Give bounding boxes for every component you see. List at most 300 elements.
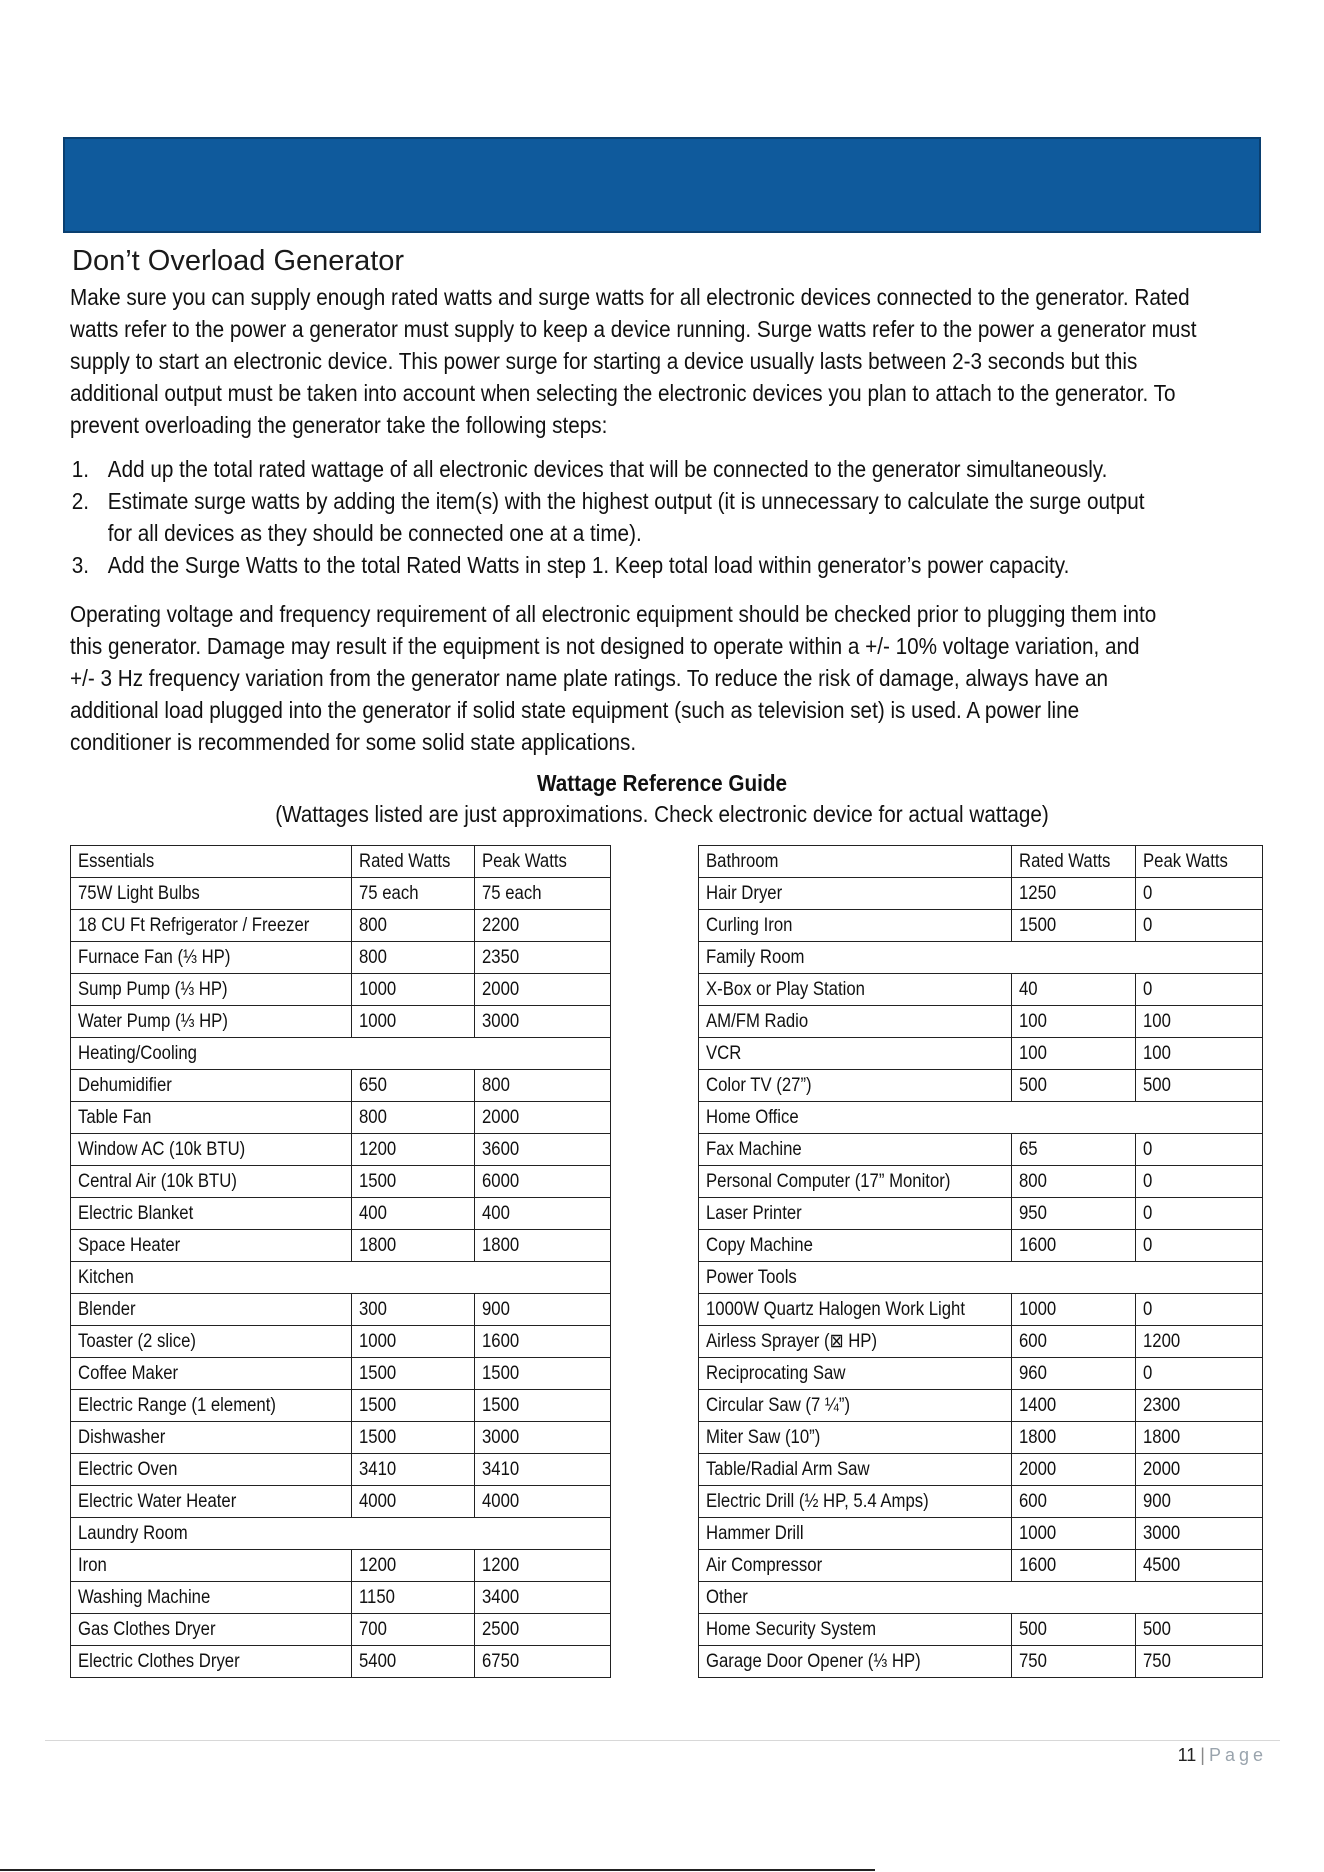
table-cell [71,1390,352,1422]
table-cell [352,1198,475,1230]
table-cell [71,1006,352,1038]
step-text: for all devices as they should be connected one at a time). [107,520,642,546]
table-cell [475,1390,611,1422]
cell-text: 1200 [1143,1330,1181,1352]
table-row [699,1518,1263,1550]
intro-line: Make sure you can supply enough rated watts and surge watts for all electronic devices connected to the generator. Rated [70,284,1190,310]
table-cell [1136,1454,1263,1486]
table-header-cell [1136,846,1263,878]
table-row [71,1582,611,1614]
cell-text: Iron [78,1554,107,1576]
table-cell [352,1486,475,1518]
cell-text: 2000 [482,978,520,1000]
table-row [699,1326,1263,1358]
cell-text: Electric Drill (½ HP, 5.4 Amps) [706,1490,929,1512]
table-cell [1012,1422,1136,1454]
table-cell [1136,1166,1263,1198]
table-cell [71,1038,611,1070]
cell-text: 2500 [482,1618,520,1640]
table-cell [699,1166,1012,1198]
table-cell [71,1486,352,1518]
cell-text: Central Air (10k BTU) [78,1170,237,1192]
cell-text: 0 [1143,914,1153,936]
cell-text: Air Compressor [706,1554,823,1576]
table-cell [71,1230,352,1262]
cell-text: Rated Watts [1019,850,1111,872]
cell-text: 75W Light Bulbs [78,882,200,904]
table-row [71,1070,611,1102]
cell-text: 65 [1019,1138,1038,1160]
table-row [71,1198,611,1230]
table-cell [352,1454,475,1486]
cell-text: 500 [1019,1074,1047,1096]
table-row [699,1294,1263,1326]
table-cell [475,1582,611,1614]
cell-text: 0 [1143,882,1153,904]
wattage-table-right [698,845,1263,1678]
table-cell [71,1134,352,1166]
table-cell [1012,1294,1136,1326]
cell-text: 800 [1019,1170,1047,1192]
table-cell [1136,1198,1263,1230]
bottom-rule [0,1869,875,1871]
step-number: 2. [71,488,90,514]
table-cell [71,1326,352,1358]
table-cell [1012,1646,1136,1678]
table-cell [352,1166,475,1198]
table-cell [699,1326,1012,1358]
table-cell [1136,1038,1263,1070]
cell-text: Electric Water Heater [78,1490,237,1512]
table-cell [1012,910,1136,942]
cell-text: Circular Saw (7 ¼”) [706,1394,851,1416]
table-cell [475,1166,611,1198]
table-cell [352,1134,475,1166]
table-cell [699,1102,1263,1134]
table-cell [71,1262,611,1294]
page-number-value: 11 [1177,1745,1197,1765]
table-row [699,1550,1263,1582]
table-cell [1012,1390,1136,1422]
table-cell [1136,1422,1263,1454]
table-cell [475,1006,611,1038]
table-cell [1012,1550,1136,1582]
cell-text: 100 [1019,1042,1047,1064]
cell-text: 4000 [359,1490,397,1512]
table-cell [1012,1166,1136,1198]
cell-text: 0 [1143,1298,1153,1320]
cell-text: 18 CU Ft Refrigerator / Freezer [78,914,310,936]
intro-line: watts refer to the power a generator must supply to keep a device running. Surge watts refer to the power a generator must [70,316,1197,342]
table-cell [1012,1038,1136,1070]
table-row [71,1134,611,1166]
table-cell [352,1422,475,1454]
table-cell [699,1614,1012,1646]
table-cell [475,910,611,942]
intro-line: additional output must be taken into account when selecting the electronic devices you plan to attach to the generator. To [70,380,1176,406]
table-cell [352,1006,475,1038]
table-row [71,878,611,910]
table-cell [71,1102,352,1134]
cell-text: 1800 [1143,1426,1181,1448]
table-cell [352,974,475,1006]
table-cell [699,1230,1012,1262]
cell-text: 1600 [482,1330,520,1352]
table-row [699,1454,1263,1486]
table-row [699,1422,1263,1454]
cell-text: 300 [359,1298,387,1320]
cell-text: 1500 [359,1394,397,1416]
cell-text: 1200 [359,1554,397,1576]
cell-text: 750 [1143,1650,1171,1672]
table-cell [71,910,352,942]
table-cell [1012,1070,1136,1102]
cell-text: Other [706,1586,748,1608]
cell-text: 900 [482,1298,510,1320]
cell-text: 650 [359,1074,387,1096]
table-cell [1012,1326,1136,1358]
table-cell [71,1646,352,1678]
cell-text: 1500 [1019,914,1057,936]
table-cell [699,1422,1012,1454]
cell-text: Coffee Maker [78,1362,179,1384]
table-cell [352,878,475,910]
table-cell [352,1070,475,1102]
cell-text: Electric Blanket [78,1202,194,1224]
cell-text: 1000 [359,978,397,1000]
cell-text: 3000 [482,1426,520,1448]
section-heading: Don’t Overload Generator [72,245,405,277]
cell-text: Color TV (27”) [706,1074,812,1096]
cell-text: 1200 [482,1554,520,1576]
table-row [699,1390,1263,1422]
page-number [1178,1745,1267,1766]
table-cell [1136,1486,1263,1518]
cell-text: Bathroom [706,850,779,872]
table-cell [1136,1294,1263,1326]
table-cell [71,1454,352,1486]
table-row [71,1646,611,1678]
intro-line: supply to start an electronic device. This power surge for starting a device usually lasts between 2-3 seconds but this [70,348,1138,374]
guide-subtitle: (Wattages listed are just approximations. Check electronic device for actual wattage) [275,801,1049,827]
cell-text: 100 [1019,1010,1047,1032]
table-cell [352,1550,475,1582]
cell-text: Airless Sprayer (⊠ HP) [706,1331,878,1352]
guide-title: Wattage Reference Guide [536,770,788,796]
cell-text: 0 [1143,1362,1153,1384]
intro-paragraph [70,281,1197,441]
cell-text: 500 [1143,1618,1171,1640]
table-cell [1136,1070,1263,1102]
table-category-row [71,1518,611,1550]
cell-text: 400 [359,1202,387,1224]
cell-text: 4500 [1143,1554,1181,1576]
table-cell [1136,1326,1263,1358]
table-cell [475,1646,611,1678]
table-cell [352,910,475,942]
cell-text: 5400 [359,1650,397,1672]
steps-list [70,453,1145,581]
cell-text: Water Pump (⅓ HP) [78,1010,228,1032]
cell-text: 0 [1143,1170,1153,1192]
table-cell [1012,974,1136,1006]
cell-text: 500 [1143,1074,1171,1096]
cell-text: 3410 [482,1458,520,1480]
table-cell [699,1550,1012,1582]
table-row [699,1198,1263,1230]
table-cell [1012,1358,1136,1390]
cell-text: Hammer Drill [706,1522,804,1544]
voltage-line: conditioner is recommended for some solid state applications. [70,729,637,755]
page-number-separator: | [1200,1745,1205,1765]
step-item [70,453,1145,485]
cell-text: 3000 [482,1010,520,1032]
table-row [699,1646,1263,1678]
cell-text: 1800 [359,1234,397,1256]
table-row [699,1134,1263,1166]
table-cell [352,942,475,974]
cell-text: Kitchen [78,1266,134,1288]
table-header-cell [71,846,352,878]
table-row [71,1230,611,1262]
table-row [71,910,611,942]
cell-text: 2000 [482,1106,520,1128]
table-header-cell [699,846,1012,878]
table-cell [699,1006,1012,1038]
table-cell [1012,1486,1136,1518]
cell-text: 600 [1019,1330,1047,1352]
cell-text: Furnace Fan (⅓ HP) [78,946,231,968]
table-row [71,1326,611,1358]
cell-text: 1500 [359,1362,397,1384]
cell-text: 1500 [359,1426,397,1448]
cell-text: 1200 [359,1138,397,1160]
table-cell [475,1326,611,1358]
cell-text: 950 [1019,1202,1047,1224]
table-cell [699,1038,1012,1070]
table-row [699,1358,1263,1390]
table-cell [1012,1230,1136,1262]
table-cell [699,1294,1012,1326]
table-row [699,1614,1263,1646]
table-cell [699,1134,1012,1166]
cell-text: 6750 [482,1650,520,1672]
step-number: 1. [71,456,90,482]
table-cell [1012,1454,1136,1486]
table-cell [352,1230,475,1262]
cell-text: 750 [1019,1650,1047,1672]
table-cell [1136,1518,1263,1550]
cell-text: 1000 [359,1330,397,1352]
table-cell [71,1614,352,1646]
table-row [71,1454,611,1486]
table-category-row [71,1262,611,1294]
table-row [699,1166,1263,1198]
voltage-line: Operating voltage and frequency requirement of all electronic equipment should be checked prior to plugging them into [70,601,1157,627]
cell-text: AM/FM Radio [706,1010,809,1032]
cell-text: 3410 [359,1458,397,1480]
cell-text: 1800 [482,1234,520,1256]
table-cell [1136,1358,1263,1390]
table-cell [1012,1198,1136,1230]
table-cell [1012,1614,1136,1646]
table-cell [475,1550,611,1582]
footer-divider [45,1740,1280,1741]
table-row [71,1390,611,1422]
cell-text: 2300 [1143,1394,1181,1416]
table-cell [699,878,1012,910]
cell-text: Dehumidifier [78,1074,172,1096]
cell-text: 1500 [482,1394,520,1416]
table-cell [71,1582,352,1614]
step-item [70,549,1145,581]
wattage-table-left [70,845,611,1678]
table-cell [1136,974,1263,1006]
step-item [70,485,1145,549]
voltage-paragraph [70,598,1157,758]
table-row [699,1070,1263,1102]
table-row [699,1038,1263,1070]
cell-text: Washing Machine [78,1586,211,1608]
cell-text: Essentials [78,850,155,872]
table-row [699,1486,1263,1518]
table-cell [1136,1614,1263,1646]
table-cell [352,1646,475,1678]
voltage-line: this generator. Damage may result if the equipment is not designed to operate within a +/- 10% voltage variation, and [70,633,1140,659]
cell-text: 400 [482,1202,510,1224]
cell-text: 1800 [1019,1426,1057,1448]
cell-text: 3000 [1143,1522,1181,1544]
cell-text: Curling Iron [706,914,793,936]
table-cell [475,1614,611,1646]
cell-text: 500 [1019,1618,1047,1640]
cell-text: 1600 [1019,1554,1057,1576]
cell-text: X-Box or Play Station [706,978,865,1000]
step-text: Add up the total rated wattage of all electronic devices that will be connected to the generator simultaneously. [107,456,1108,482]
table-cell [475,1134,611,1166]
cell-text: Hair Dryer [706,882,783,904]
table-cell [71,1198,352,1230]
table-cell [699,1390,1012,1422]
table-row [71,974,611,1006]
table-cell [699,1582,1263,1614]
cell-text: Dishwasher [78,1426,166,1448]
cell-text: 1250 [1019,882,1057,904]
table-cell [1012,1134,1136,1166]
table-row [71,1006,611,1038]
table-cell [699,1262,1263,1294]
cell-text: 800 [359,914,387,936]
cell-text: 1400 [1019,1394,1057,1416]
cell-text: 100 [1143,1042,1171,1064]
cell-text: 3600 [482,1138,520,1160]
table-cell [352,1390,475,1422]
cell-text: 1000W Quartz Halogen Work Light [706,1298,965,1320]
table-row [71,1166,611,1198]
cell-text: Gas Clothes Dryer [78,1618,216,1640]
cell-text: Peak Watts [1143,850,1228,872]
cell-text: Window AC (10k BTU) [78,1138,246,1160]
cell-text: 3400 [482,1586,520,1608]
table-row [699,846,1263,878]
table-cell [71,878,352,910]
table-cell [1136,1006,1263,1038]
table-cell [1136,1390,1263,1422]
table-cell [699,1358,1012,1390]
table-category-row [71,1038,611,1070]
table-cell [1136,1646,1263,1678]
table-cell [699,1646,1012,1678]
cell-text: Table Fan [78,1106,152,1128]
table-cell [352,1102,475,1134]
table-category-row [699,1102,1263,1134]
table-header-cell [475,846,611,878]
table-cell [71,1358,352,1390]
cell-text: Laundry Room [78,1522,188,1544]
table-row [71,1102,611,1134]
table-row [699,1006,1263,1038]
cell-text: Miter Saw (10”) [706,1426,821,1448]
table-cell [475,1358,611,1390]
cell-text: Rated Watts [359,850,451,872]
cell-text: Garage Door Opener (⅓ HP) [706,1650,921,1672]
cell-text: 600 [1019,1490,1047,1512]
table-cell [699,1070,1012,1102]
table-row [699,1230,1263,1262]
table-cell [71,1294,352,1326]
table-row [71,846,611,878]
cell-text: Home Security System [706,1618,877,1640]
step-number: 3. [71,552,90,578]
cell-text: Power Tools [706,1266,797,1288]
table-header-cell [1012,846,1136,878]
table-cell [699,1198,1012,1230]
cell-text: 700 [359,1618,387,1640]
cell-text: 1500 [359,1170,397,1192]
voltage-line: +/- 3 Hz frequency variation from the generator name plate ratings. To reduce the risk of damage, always have an [70,665,1109,691]
table-cell [475,1198,611,1230]
table-cell [71,1550,352,1582]
table-cell [475,1102,611,1134]
table-cell [699,1454,1012,1486]
table-cell [475,942,611,974]
header-banner [63,137,1261,233]
table-cell [71,942,352,974]
cell-text: 2000 [1019,1458,1057,1480]
table-cell [699,910,1012,942]
table-cell [1136,910,1263,942]
cell-text: VCR [706,1042,742,1064]
cell-text: 960 [1019,1362,1047,1384]
cell-text: 100 [1143,1010,1171,1032]
table-cell [352,1294,475,1326]
table-cell [475,1486,611,1518]
table-cell [71,1166,352,1198]
cell-text: 40 [1019,978,1038,1000]
cell-text: Personal Computer (17” Monitor) [706,1170,951,1192]
cell-text: Electric Range (1 element) [78,1394,276,1416]
cell-text: Space Heater [78,1234,181,1256]
table-cell [475,1230,611,1262]
cell-text: Fax Machine [706,1138,802,1160]
table-cell [699,942,1263,974]
cell-text: 0 [1143,1234,1153,1256]
cell-text: 75 each [359,882,419,904]
table-cell [352,1582,475,1614]
cell-text: 1500 [482,1362,520,1384]
table-cell [1012,1006,1136,1038]
cell-text: 0 [1143,1138,1153,1160]
